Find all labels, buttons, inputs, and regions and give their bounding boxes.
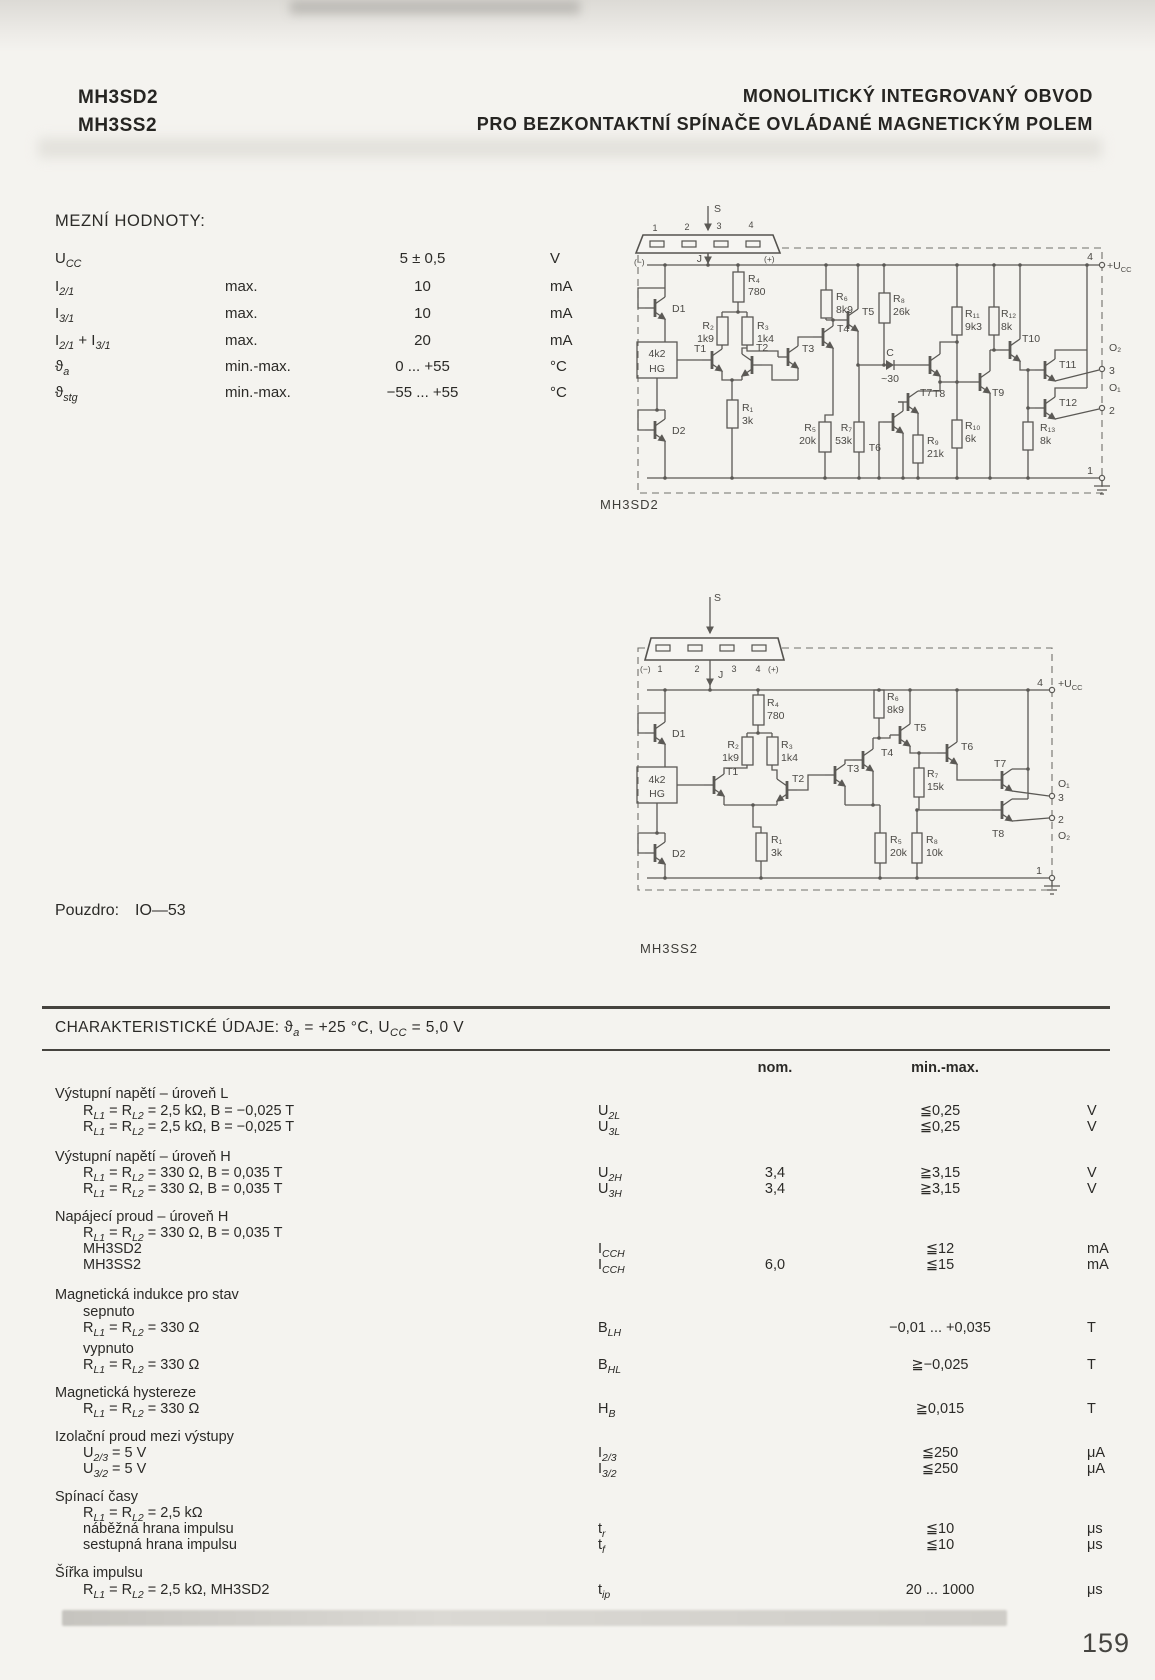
section-title: Výstupní napětí – úroveň L [55,1086,229,1102]
section-title: Výstupní napětí – úroveň H [55,1149,231,1165]
svg-text:20k: 20k [799,435,816,447]
svg-text:8k9: 8k9 [836,304,853,316]
svg-text:T11: T11 [1059,359,1077,371]
svg-text:20k: 20k [890,847,907,859]
column-header-nom: nom. [757,1060,793,1076]
svg-text:1k4: 1k4 [757,333,774,345]
limit-symbol: $ϑ_{stg}$ [55,384,78,404]
limit-value: 10 [414,305,431,322]
limit-unit: mA [550,305,573,322]
svg-text:D2: D2 [672,848,686,860]
title-line-2: PRO BEZKONTAKTNÍ SPÍNAČE OVLÁDANÉ MAGNETICKÝM POLEM [476,114,1093,134]
svg-text:T4: T4 [837,323,850,335]
svg-text:T5: T5 [862,306,875,318]
page-number: 159 [1082,1628,1131,1658]
svg-text:T3: T3 [802,343,815,355]
svg-text:1k9: 1k9 [697,333,714,345]
table-row: $U_{3/2} = 5$ V $I_{3/2}$ ≦250 μA [83,1461,1106,1480]
table-row: náběžná hrana impulsu $t_r$ ≦10 μs [83,1521,1103,1540]
svg-text:4k2: 4k2 [648,774,666,786]
svg-text:780: 780 [767,710,785,722]
svg-text:(−): (−) [634,257,645,267]
pin-label: 3 [731,664,737,674]
limit-value: 5 ± 0,5 [399,250,446,267]
limit-condition: max. [225,278,258,295]
labels [640,592,1083,877]
limit-symbol: $I_{3/1}$ [55,305,75,325]
svg-text:1: 1 [1036,865,1042,877]
part-number-1: MH3SD2 [78,87,159,108]
svg-text:4k2: 4k2 [648,348,666,360]
svg-text:R₈: R₈ [893,293,905,305]
magnet-label: S [714,592,722,604]
svg-text:R₂: R₂ [727,739,739,751]
limit-unit: mA [550,278,573,295]
pin-label: 1 [657,664,663,674]
part-numbers [78,84,158,140]
limits-row [55,332,675,352]
table-row: sepnuto [83,1304,135,1320]
scan-smudge-top-dark [290,0,580,14]
svg-text:R₅: R₅ [804,422,816,434]
svg-text:T3: T3 [847,763,860,775]
svg-text:T6: T6 [961,741,974,753]
svg-text:R₈: R₈ [926,834,938,846]
pin-label: 1 [652,223,658,233]
package-info [55,902,186,920]
svg-text:T8: T8 [992,828,1005,840]
svg-text:R₆: R₆ [836,291,848,303]
mh3ss2-schematic [590,575,1150,905]
limits-heading: MEZNÍ HODNOTY: [55,212,206,230]
limits-row [55,384,675,404]
svg-text:8k: 8k [1040,435,1052,447]
svg-text:3: 3 [1058,792,1064,804]
magnet-label: S [714,203,722,215]
limit-condition: min.-max. [225,384,291,401]
svg-text:R₇: R₇ [927,768,939,780]
section-title: Izolační proud mezi výstupy [55,1429,234,1445]
table-row: sestupná hrana impulsu $t_f$ ≦10 μs [83,1537,1103,1556]
svg-text:53k: 53k [835,435,852,447]
section-title: Magnetická hystereze [55,1385,197,1401]
table-row: $R_{L1} = R_{L2} = 2,5$ kΩ [83,1505,203,1524]
svg-text:R₁₁: R₁₁ [965,308,980,320]
svg-text:T9: T9 [992,387,1005,399]
scan-smudge-bottom-bar [62,1610,1007,1626]
svg-text:1: 1 [1087,465,1093,477]
pin-label: 4 [748,220,754,230]
svg-text:T1: T1 [694,343,707,355]
svg-text:R₄: R₄ [748,273,760,285]
svg-text:O₁: O₁ [1109,382,1121,394]
svg-text:21k: 21k [927,448,944,460]
limit-value: 0 ... +55 [395,358,450,375]
svg-text:R₂: R₂ [702,320,714,332]
pin-label: 2 [684,222,690,232]
document-title [300,82,1093,138]
svg-text:R₃: R₃ [757,320,769,332]
svg-text:1k9: 1k9 [722,752,739,764]
transistors [645,297,1055,441]
transistors [645,722,1012,864]
svg-text:J: J [718,669,724,681]
svg-text:T7: T7 [994,758,1007,770]
svg-text:T5: T5 [914,722,927,734]
table-rule-header [42,1049,1110,1051]
svg-text:3k: 3k [742,415,754,427]
svg-text:T7: T7 [920,387,933,399]
scan-smudge-top [0,0,1155,52]
limits-row [55,358,675,378]
svg-text:1k4: 1k4 [781,752,798,764]
section-title: Napájecí proud – úroveň H [55,1209,229,1225]
table-row: $R_{L1} = R_{L2} = 330$ Ω, B = 0,035 T $U_{2H}$ 3,4 ≧3,15 V [83,1165,1097,1184]
table-row: vypnuto [83,1341,134,1357]
limit-symbol: $I_{2/1}$ [55,278,75,298]
limit-value: 20 [414,332,431,349]
section-title: Spínací časy [55,1489,139,1505]
svg-text:R₁: R₁ [771,834,783,846]
svg-text:2: 2 [1109,405,1115,417]
svg-text:(+): (+) [768,664,779,674]
svg-text:D2: D2 [672,425,686,437]
svg-text:T12: T12 [1059,397,1078,409]
ucc-label: $+U_{CC}$ [1107,260,1132,274]
table-row: $R_{L1} = R_{L2} = 330$ Ω, B = 0,035 T [83,1225,283,1244]
section-title: Šířka impulsu [55,1565,143,1581]
svg-text:D1: D1 [672,303,686,315]
svg-text:R₇: R₇ [840,422,852,434]
svg-text:J: J [696,253,702,265]
limit-unit: °C [550,384,567,401]
package-label: Pouzdro: [55,902,120,919]
svg-text:C: C [886,347,894,359]
svg-text:T4: T4 [881,747,894,759]
table-row: $R_{L1} = R_{L2} = 2,5$ kΩ, MH3SD2 $t_{ip}$ 20 ... 1000 μs [83,1582,1103,1601]
svg-text:6k: 6k [965,433,977,445]
limits-row [55,278,675,298]
part-number-2: MH3SS2 [78,115,158,136]
table-rule-top [42,1006,1110,1009]
circuit-border [638,648,1052,890]
svg-text:R₄: R₄ [767,697,779,709]
ucc-label: $+U_{CC}$ [1058,678,1083,692]
section-title: Magnetická indukce pro stav [55,1287,239,1303]
svg-text:R₁₃: R₁₃ [1040,422,1056,434]
table-row: MH3SD2 $I_{CCH}$ ≦12 mA [83,1241,1109,1260]
package-outline [645,597,784,685]
limit-unit: V [550,250,561,267]
title-line-1: MONOLITICKÝ INTEGROVANÝ OBVOD [742,86,1093,106]
svg-text:R₁₀: R₁₀ [965,420,981,432]
limit-value: 10 [414,278,431,295]
svg-text:4: 4 [1037,677,1043,689]
svg-text:15k: 15k [927,781,944,793]
limit-unit: °C [550,358,567,375]
svg-text:T6: T6 [868,442,881,454]
package-value: IO—53 [135,902,186,919]
svg-text:T8: T8 [933,388,946,400]
diode-icon [886,360,894,370]
svg-text:3k: 3k [771,847,783,859]
svg-text:3: 3 [1109,365,1115,377]
svg-text:R₁: R₁ [742,402,754,414]
svg-text:R₉: R₉ [927,435,939,447]
schematic-caption-ss2: MH3SS2 [640,941,699,956]
mh3sd2-schematic [590,190,1150,510]
svg-text:10k: 10k [926,847,943,859]
pin-label: 2 [694,664,700,674]
svg-text:HG: HG [649,363,665,375]
limits-row [55,305,675,325]
svg-text:2: 2 [1058,814,1064,826]
limit-condition: max. [225,332,258,349]
svg-text:R₆: R₆ [887,691,899,703]
table-row: $R_{L1} = R_{L2} = 330$ Ω $B_{HL}$ ≧−0,025 T [83,1357,1096,1376]
table-row: $U_{2/3} = 5$ V $I_{2/3}$ ≦250 μA [83,1445,1106,1464]
limit-condition: min.-max. [225,358,291,375]
pin-label: 3 [716,221,722,231]
svg-text:R₃: R₃ [781,739,793,751]
svg-text:8k9: 8k9 [887,704,904,716]
characteristics-title: CHARAKTERISTICKÉ ÚDAJE: $ϑ_a = +25$ °C, $U_{CC} = 5,0$ V [55,1019,464,1040]
svg-text:O₁: O₁ [1058,778,1070,790]
svg-text:T1: T1 [726,766,739,778]
table-row: $R_{L1} = R_{L2} = 330$ Ω, B = 0,035 T $U_{3H}$ 3,4 ≧3,15 V [83,1181,1097,1200]
limit-symbol: $I_{2/1} + I_{3/1}$ [55,332,111,352]
scan-smudge-header [38,138,1102,158]
svg-text:R₅: R₅ [890,834,902,846]
svg-text:4: 4 [1087,251,1093,263]
table-row: $R_{L1} = R_{L2} = 2,5$ kΩ, B = −0,025 T $U_{3L}$ ≦0,25 V [83,1119,1097,1138]
wires [638,685,1060,894]
table-row: MH3SS2 $I_{CCH}$ 6,0 ≦15 mA [83,1257,1109,1276]
svg-text:R₁₂: R₁₂ [1001,308,1017,320]
limits-row [55,250,675,270]
svg-text:HG: HG [649,788,665,800]
table-row: $R_{L1} = R_{L2} = 330$ Ω $H_B$ ≧0,015 T [83,1401,1096,1420]
limit-condition: max. [225,305,258,322]
svg-text:T10: T10 [1022,333,1041,345]
svg-text:O₂: O₂ [1109,342,1122,354]
svg-text:9k3: 9k3 [965,321,982,333]
svg-text:8k: 8k [1001,321,1013,333]
svg-text:O₂: O₂ [1058,830,1071,842]
table-row: $R_{L1} = R_{L2} = 330$ Ω $B_{LH}$ −0,01 ... +0,035 T [83,1320,1096,1339]
schematic-caption-sd2: MH3SD2 [600,497,659,512]
svg-text:T2: T2 [792,773,805,785]
svg-text:D1: D1 [672,728,686,740]
svg-text:~30: ~30 [881,373,899,385]
svg-text:(+): (+) [764,254,775,264]
table-row: $R_{L1} = R_{L2} = 2,5$ kΩ, B = −0,025 T $U_{2L}$ ≦0,25 V [83,1103,1097,1122]
pin-label: 4 [755,664,761,674]
column-header-minmax: min.-max. [911,1060,979,1076]
wires [638,253,1110,494]
limit-symbol: $ϑ_a$ [55,358,70,378]
limit-unit: mA [550,332,573,349]
svg-text:780: 780 [748,286,766,298]
limit-value: −55 ... +55 [386,384,459,401]
svg-text:T2: T2 [756,342,769,354]
limit-symbol: $U_{CC}$ [55,250,82,270]
svg-text:26k: 26k [893,306,910,318]
svg-text:(−): (−) [640,664,651,674]
